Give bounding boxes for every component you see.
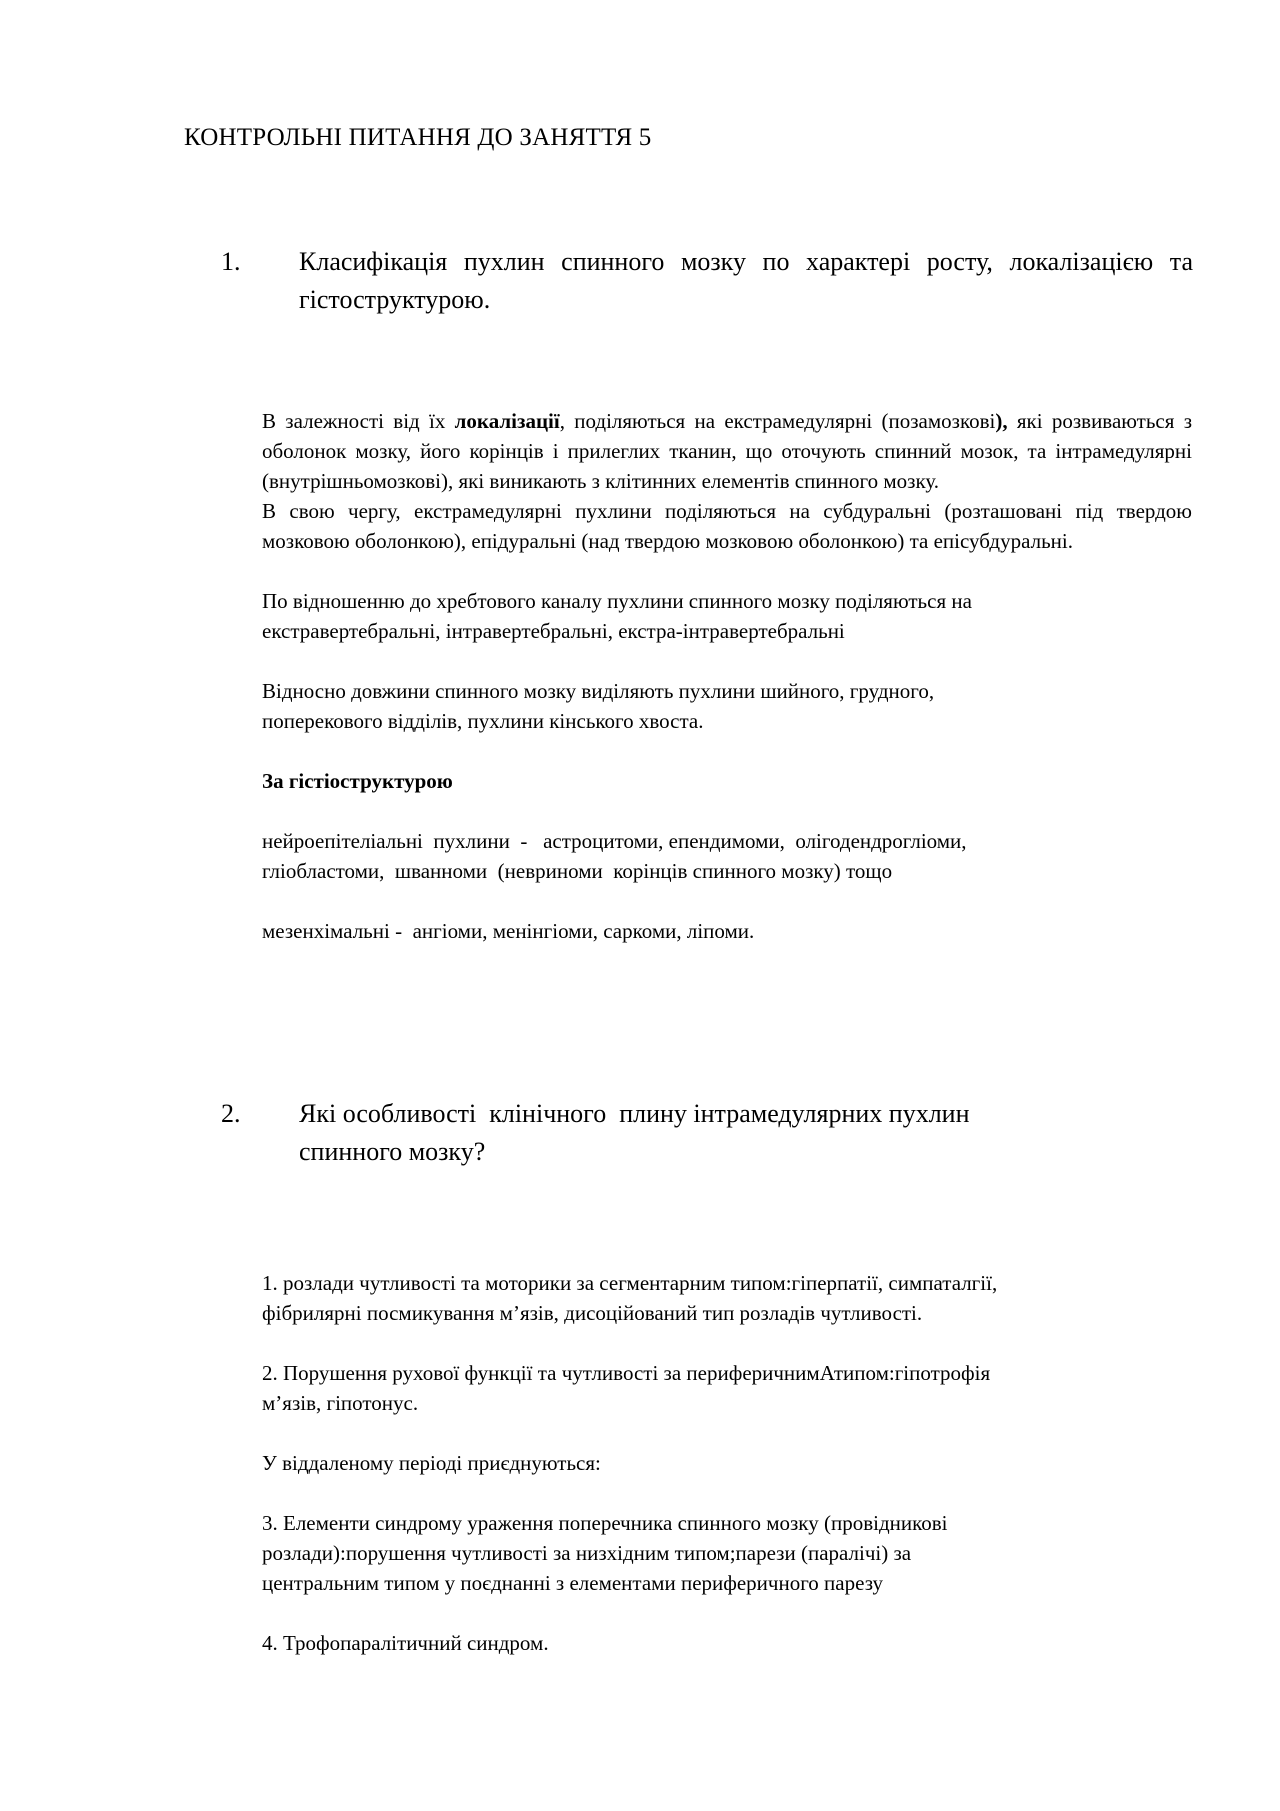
answer-line: По відношенню до хребтового каналу пухлини спинного мозку поділяються на — [262, 589, 972, 613]
question-text-line: спинного мозку? — [299, 1137, 486, 1166]
question-number: 2. — [221, 1099, 241, 1128]
question-text-line: Які особливості клінічного плину інтрамедулярних пухлин — [299, 1099, 970, 1128]
answer-paragraph — [262, 406, 1192, 496]
question-text: Класифікація пухлин спинного мозку по характері росту, локалізацією та гістоструктурою. — [299, 247, 1193, 314]
text-run: які розвиваються з оболонок мозку, його корінців і прилеглих тканин, що оточують спинний мозок, та інтрамедулярні (внутрішньомозкові), які виникають з клітинних елементів спинного мозку. — [262, 409, 1192, 493]
text-run: , поділяються на екстрамедулярні (позамозкові — [559, 409, 996, 433]
answer-line: розлади):порушення чутливості за низхідним типом;парези (паралічі) за — [262, 1541, 912, 1565]
answer-paragraph: В свою чергу, екстрамедулярні пухлини поділяються на субдуральні (розташовані під твердою мозковою оболонкою), епідуральні (над твердою мозковою оболонкою) та епісубдуральні. — [262, 499, 1192, 553]
bold-term: локалізації — [454, 409, 560, 433]
answer-line: поперекового відділів, пухлини кінського хвоста. — [262, 709, 704, 733]
answer-line: 3. Елементи синдрому ураження поперечника спинного мозку (провідникові — [262, 1511, 948, 1535]
answer-subheading: За гістіоструктурою — [262, 769, 453, 793]
answer-line: У віддаленому періоді приєднуються: — [262, 1451, 601, 1475]
answer-line: мезенхімальні - ангіоми, менінгіоми, саркоми, ліпоми. — [262, 919, 755, 943]
answer-line: гліобластоми, шванноми (невриноми корінців спинного мозку) тощо — [262, 859, 893, 883]
answer-line: центральним типом у поєднанні з елементами периферичного парезу — [262, 1571, 884, 1595]
answer-2 — [262, 1268, 1192, 1658]
answer-line: Відносно довжини спинного мозку виділяють пухлини шийного, грудного, — [262, 679, 935, 703]
question-1 — [221, 243, 1193, 319]
answer-1 — [262, 406, 1192, 946]
answer-line: 4. Трофопаралітичний синдром. — [262, 1631, 549, 1655]
answer-line: екстравертебральні, інтравертебральні, екстра-інтравертебральні — [262, 619, 845, 643]
document-title: КОНТРОЛЬНІ ПИТАННЯ ДО ЗАНЯТТЯ 5 — [184, 124, 652, 151]
answer-line: м’язів, гіпотонус. — [262, 1391, 419, 1415]
question-number: 1. — [221, 247, 241, 276]
text-run: В залежності від їх — [262, 409, 455, 433]
answer-line: фібрилярні посмикування м’язів, дисоційований тип розладів чутливості. — [262, 1301, 923, 1325]
answer-line: 2. Порушення рухової функції та чутливості за периферичнимАтипом:гіпотрофія — [262, 1361, 991, 1385]
answer-line: 1. розлади чутливості та моторики за сегментарним типом:гіперпатії, симпаталгії, — [262, 1271, 998, 1295]
answer-line: нейроепітеліальні пухлини - астроцитоми, епендимоми, олігодендрогліоми, — [262, 829, 967, 853]
bold-punct: ), — [995, 409, 1008, 433]
question-2 — [221, 1095, 1193, 1171]
